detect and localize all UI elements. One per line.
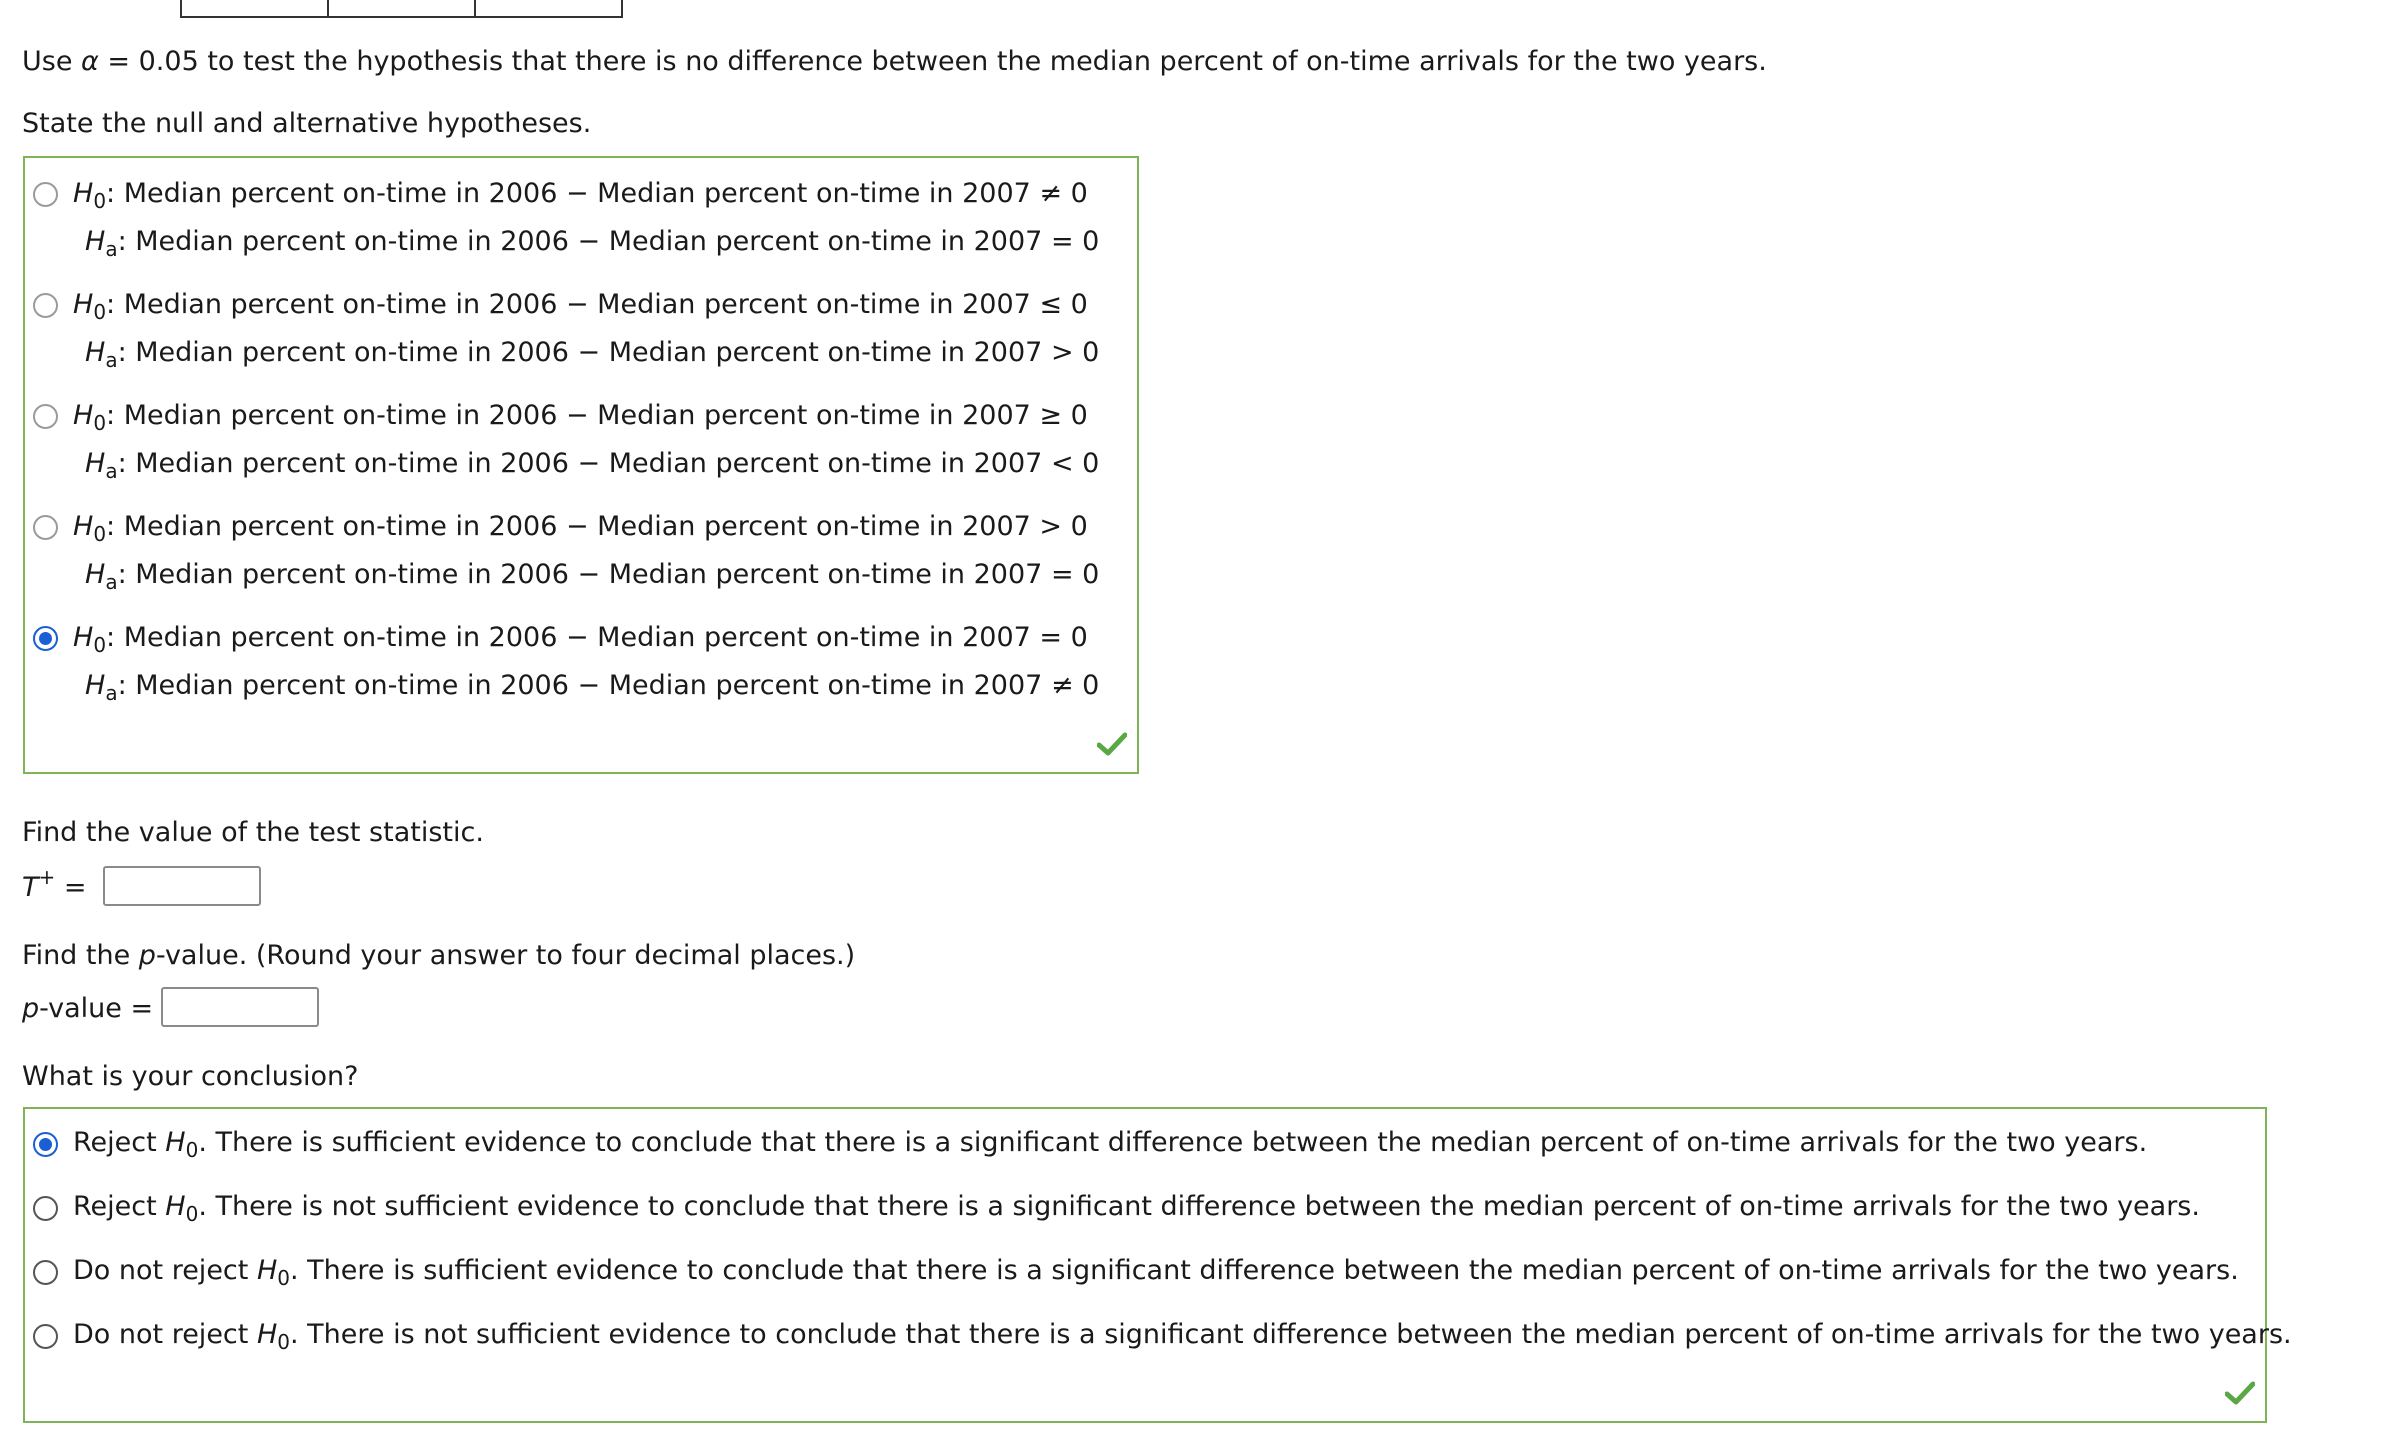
- alt-subscript: a: [105, 348, 118, 372]
- conclusion-radio-2[interactable]: [33, 1196, 58, 1221]
- conclusion-statement: . There is not sufficient evidence to conclude that there is a significant difference between the median percent of on-time arrivals for the two years.: [198, 1191, 2200, 1222]
- correct-check-icon: [1097, 732, 1127, 756]
- null-subscript: 0: [93, 300, 107, 324]
- conclusion-text-4: [73, 1319, 2292, 1354]
- alt-subscript: a: [105, 570, 118, 594]
- alt-hypothesis-1: [85, 226, 1100, 261]
- h-letter: H: [85, 226, 106, 257]
- alt-hypothesis-4: [85, 559, 1100, 594]
- alt-relation: < 0: [1050, 448, 1100, 479]
- null-hypothesis-2: [73, 289, 1088, 324]
- null-subscript: 0: [93, 522, 107, 546]
- h-letter: H: [85, 448, 106, 479]
- hypothesis-lhs: : Median percent on-time in 2006 − Median percent on-time in 2007: [117, 559, 1051, 590]
- hypothesis-lhs: : Median percent on-time in 2006 − Median percent on-time in 2007: [106, 622, 1040, 653]
- h-letter: H: [256, 1319, 278, 1350]
- null-subscript: 0: [93, 411, 107, 435]
- h-letter: H: [165, 1127, 186, 1158]
- conclusion-answer-box: [23, 1107, 2292, 1423]
- null-subscript: 0: [93, 189, 107, 213]
- null-relation: = 0: [1039, 622, 1088, 653]
- null-subscript: 0: [93, 633, 107, 657]
- null-subscript: 0: [277, 1266, 290, 1290]
- conclusion-statement: . There is not sufficient evidence to conclude that there is a significant difference between the median percent of on-time arrivals for the two years.: [289, 1319, 2292, 1350]
- equals-sign: =: [63, 872, 87, 903]
- conclusion-radio-4[interactable]: [33, 1324, 58, 1349]
- h-letter: H: [73, 289, 94, 320]
- correct-check-icon: [2225, 1381, 2255, 1405]
- test-statistic-label: [22, 865, 87, 903]
- alt-hypothesis-5: [85, 670, 1100, 705]
- null-relation: > 0: [1039, 511, 1088, 542]
- decision-text: Reject: [73, 1191, 166, 1222]
- t-symbol: T: [22, 872, 39, 903]
- p-value-input[interactable]: [161, 987, 319, 1027]
- hypothesis-lhs: : Median percent on-time in 2006 − Median percent on-time in 2007: [117, 670, 1051, 701]
- alt-relation: > 0: [1050, 337, 1100, 368]
- h-letter: H: [256, 1255, 278, 1286]
- decision-text: Do not reject: [73, 1255, 257, 1286]
- conclusion-prompt: What is your conclusion?: [22, 1061, 359, 1092]
- hypothesis-lhs: : Median percent on-time in 2006 − Median percent on-time in 2007: [106, 178, 1040, 209]
- alpha-instruction: [22, 46, 1767, 77]
- alpha-symbol: α: [81, 46, 99, 77]
- null-subscript: 0: [277, 1330, 290, 1354]
- hypothesis-radio-3[interactable]: [33, 404, 58, 429]
- h-letter: H: [85, 337, 106, 368]
- p-value-label: [22, 993, 153, 1024]
- hypothesis-lhs: : Median percent on-time in 2006 − Median percent on-time in 2007: [106, 289, 1040, 320]
- h-letter: H: [165, 1191, 186, 1222]
- h-letter: H: [85, 670, 106, 701]
- hypotheses-answer-box: [23, 156, 1139, 774]
- intro-text-rest: = 0.05 to test the hypothesis that there is no difference between the median percent of on-time arrivals for the two years.: [98, 46, 1767, 77]
- p-italic: p: [138, 940, 156, 971]
- alt-subscript: a: [105, 681, 118, 705]
- null-relation: ≤ 0: [1039, 289, 1088, 320]
- p-value-prompt-rest: -value. (Round your answer to four decimal places.): [155, 940, 856, 971]
- test-statistic-input[interactable]: [103, 866, 261, 906]
- decision-text: Reject: [73, 1127, 166, 1158]
- conclusion-statement: . There is sufficient evidence to conclude that there is a significant difference between the median percent of on-time arrivals for the two years.: [198, 1127, 2148, 1158]
- p-value-prompt: [22, 940, 855, 971]
- null-subscript: 0: [185, 1138, 199, 1162]
- conclusion-text-2: [73, 1191, 2200, 1226]
- h-letter: H: [73, 178, 94, 209]
- alt-relation: = 0: [1050, 559, 1100, 590]
- data-table-bottom-edge: [180, 0, 621, 18]
- null-relation: ≥ 0: [1039, 400, 1088, 431]
- null-hypothesis-1: [73, 178, 1088, 213]
- hypothesis-radio-4[interactable]: [33, 515, 58, 540]
- decision-text: Do not reject: [73, 1319, 257, 1350]
- alt-hypothesis-3: [85, 448, 1100, 483]
- table-cell: [180, 0, 329, 18]
- null-subscript: 0: [185, 1202, 199, 1226]
- conclusion-radio-1-selected[interactable]: [33, 1132, 58, 1157]
- h-letter: H: [85, 559, 106, 590]
- h-letter: H: [73, 511, 94, 542]
- conclusion-radio-3[interactable]: [33, 1260, 58, 1285]
- null-relation: ≠ 0: [1039, 178, 1088, 209]
- conclusion-text-3: [73, 1255, 2239, 1290]
- null-hypothesis-3: [73, 400, 1088, 435]
- t-superscript: +: [38, 865, 56, 889]
- conclusion-statement: . There is sufficient evidence to conclude that there is a significant difference between the median percent of on-time arrivals for the two years.: [289, 1255, 2239, 1286]
- h-letter: H: [73, 622, 94, 653]
- alt-relation: ≠ 0: [1050, 670, 1100, 701]
- p-value-label-rest: -value =: [39, 993, 154, 1024]
- p-italic: p: [22, 993, 40, 1024]
- hypothesis-lhs: : Median percent on-time in 2006 − Median percent on-time in 2007: [106, 400, 1040, 431]
- alt-hypothesis-2: [85, 337, 1100, 372]
- alt-subscript: a: [105, 459, 118, 483]
- hypothesis-lhs: : Median percent on-time in 2006 − Median percent on-time in 2007: [117, 448, 1051, 479]
- table-cell: [474, 0, 623, 18]
- hypotheses-prompt: State the null and alternative hypotheses.: [22, 108, 592, 139]
- alt-subscript: a: [105, 237, 118, 261]
- hypothesis-lhs: : Median percent on-time in 2006 − Median percent on-time in 2007: [117, 337, 1051, 368]
- hypothesis-radio-5-selected[interactable]: [33, 626, 58, 651]
- conclusion-text-1: [73, 1127, 2148, 1162]
- hypothesis-lhs: : Median percent on-time in 2006 − Median percent on-time in 2007: [106, 511, 1040, 542]
- table-cell: [327, 0, 476, 18]
- h-letter: H: [73, 400, 94, 431]
- intro-text: Use: [22, 46, 82, 77]
- hypothesis-lhs: : Median percent on-time in 2006 − Median percent on-time in 2007: [117, 226, 1051, 257]
- hypothesis-radio-2[interactable]: [33, 293, 58, 318]
- alt-relation: = 0: [1050, 226, 1100, 257]
- hypothesis-radio-1[interactable]: [33, 182, 58, 207]
- test-statistic-prompt: Find the value of the test statistic.: [22, 817, 484, 848]
- null-hypothesis-4: [73, 511, 1088, 546]
- p-value-prompt-text: Find the: [22, 940, 139, 971]
- null-hypothesis-5: [73, 622, 1088, 657]
